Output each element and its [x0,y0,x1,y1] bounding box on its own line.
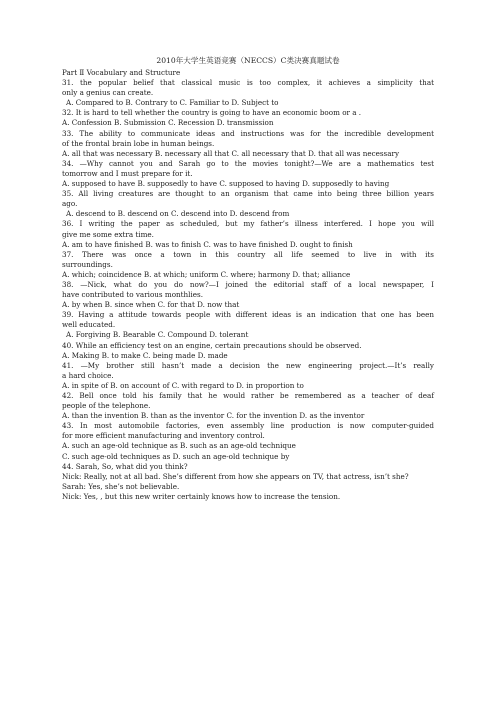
text-line: A. than the invention B. than as the inventor C. for the invention D. as the inventor [62,411,365,421]
text-line: well educated. [62,320,116,330]
text-line: A. Forgiving B. Bearable C. Compound D. tolerant [66,330,249,340]
text-line: for more efficient manufacturing and inventory control. [62,431,265,441]
text-line: A. which; coincidence B. at which; uniform C. where; harmony D. that; alliance [62,269,351,279]
text-line: Part Ⅱ Vocabulary and Structure [62,68,181,77]
document-title: 2010年大学生英语竞赛（NECCS）C类决赛真题试卷 [156,56,340,65]
text-line: 36. I writing the paper as scheduled, but my father’s illness interfered. I hope you will [62,219,434,229]
text-line: 38. —Nick, what do you do now?—I joined the editorial staff of a local newspaper, I [62,279,434,289]
text-line: 34. —Why cannot you and Sarah go to the movies tonight?—We are a mathematics test [62,158,434,168]
text-line: Nick: Really, not at all bad. She’s different from how she appears on TV, that actress, isn’t she? [62,471,409,481]
text-line: 42. Bell once told his family that he would rather be remembered as a teacher of deaf [62,391,434,400]
text-line: 41. —My brother still hasn’t made a decision the new engineering project.—It’s really [62,360,434,370]
text-line: 32. It is hard to tell whether the country is going to have an economic boom or a . [62,108,362,118]
text-line: A. Making B. to make C. being made D. made [62,350,228,360]
text-line: a hard choice. [62,370,114,380]
text-line: of the frontal brain lobe in human beings. [62,138,215,148]
text-line: 43. In most automobile factories, even assembly line production is now computer-guided [62,421,434,431]
text-line: have contributed to various monthlies. [62,290,203,300]
text-line: give me some extra time. [62,229,154,239]
text-line: 44. Sarah, So, what did you think? [62,461,188,471]
text-line: 37. There was once a town in this country all life seemed to live in with its [62,249,434,259]
text-line: A. Confession B. Submission C. Recession D. transmission [62,118,274,128]
exam-page [62,56,434,502]
question-lines [62,68,434,502]
text-line: C. such age-old techniques as D. such an age-old technique by [62,451,290,461]
text-line: people of the telephone. [62,401,151,411]
text-line: 40. While an efficiency test on an engine, certain precautions should be observed. [62,340,362,350]
text-line: Sarah: Yes, she’s not believable. [62,481,180,491]
text-line: surroundings. [62,259,113,269]
text-line: A. supposed to have B. supposedly to have C. supposed to having D. supposedly to having [62,179,390,189]
text-line: A. descend to B. descend on C. descend into D. descend from [66,209,290,219]
text-line: A. such an age-old technique as B. such as an age-old technique [62,441,296,451]
text-line: tomorrow and I must prepare for it. [62,168,193,178]
text-line: only a genius can create. [62,88,154,98]
text-line: 39. Having a attitude towards people with different ideas is an indication that one has been [62,310,434,320]
text-line: 31. the popular belief that classical music is too complex, it achieves a simplicity that [62,78,434,88]
text-line: Nick: Yes, , but this new writer certainly knows how to increase the tension. [62,491,341,501]
text-line: A. in spite of B. on account of C. with regard to D. in proportion to [62,380,304,390]
text-line: ago. [62,199,78,209]
text-line: A. am to have finished B. was to finish C. was to have finished D. ought to finish [62,239,353,249]
text-line: A. Compared to B. Contrary to C. Familiar to D. Subject to [66,98,279,108]
text-line: 35. All living creatures are thought to an organism that came into being three billion years [62,189,434,199]
text-line: A. all that was necessary B. necessary all that C. all necessary that D. that all was necessary [62,148,400,158]
text-line: A. by when B. since when C. for that D. now that [62,300,240,310]
text-line: 33. The ability to communicate ideas and instructions was for the incredible development [62,128,434,138]
